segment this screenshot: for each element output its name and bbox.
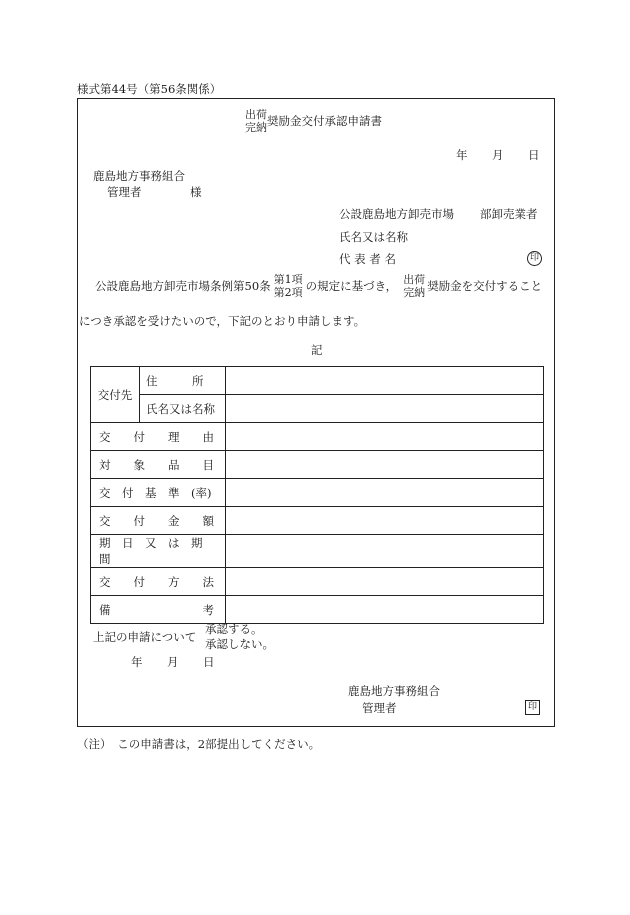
table-row bbox=[91, 367, 544, 395]
address-label: 住 所 bbox=[146, 373, 204, 388]
title-stack bbox=[245, 109, 267, 134]
approval-month: 月 bbox=[167, 655, 179, 669]
applicant-rep-label: 代 表 者 名 bbox=[339, 252, 396, 266]
row-value-cell[interactable] bbox=[226, 479, 544, 507]
addressee-honorific: 様 bbox=[190, 185, 202, 199]
row-label: 対 象 品 目 bbox=[99, 457, 214, 472]
approval-year: 年 bbox=[131, 655, 143, 669]
title-main: 奨励金交付承認申請書 bbox=[267, 113, 382, 128]
recipient-name-label: 氏名又は名称 bbox=[140, 395, 226, 423]
items-table bbox=[90, 366, 544, 624]
table-row bbox=[91, 507, 544, 535]
body-provision: の規定に基づき， bbox=[305, 278, 398, 293]
row-label: 交 付 理 由 bbox=[99, 429, 214, 444]
row-label: 交 付 方 法 bbox=[99, 574, 214, 589]
row-value-cell[interactable] bbox=[226, 568, 544, 596]
body-clause-stack bbox=[274, 274, 303, 299]
ki-heading: 記 bbox=[311, 343, 323, 357]
row-label-cell bbox=[91, 568, 226, 596]
address-label-cell bbox=[140, 367, 226, 395]
applicant-market: 公設鹿島地方卸売市場 bbox=[339, 207, 454, 221]
body-grant: 奨励金を交付すること bbox=[427, 278, 543, 293]
row-label-cell bbox=[91, 451, 226, 479]
approval-prefix: 上記の申請について bbox=[93, 630, 197, 644]
row-label-cell bbox=[91, 535, 226, 568]
addressee-role: 管理者 bbox=[107, 185, 142, 199]
row-label: 期 日 又 は 期 間 bbox=[99, 536, 214, 566]
date-year: 年 bbox=[456, 148, 468, 162]
row-value-cell[interactable] bbox=[226, 596, 544, 624]
date-month: 月 bbox=[492, 148, 504, 162]
body-line-2: につき承認を受けたいので，下記のとおり申請します。 bbox=[79, 314, 366, 328]
table-row bbox=[91, 451, 544, 479]
table-row bbox=[91, 596, 544, 624]
recipient-name-value-cell[interactable] bbox=[226, 395, 544, 423]
table-row bbox=[91, 423, 544, 451]
table-row bbox=[91, 535, 544, 568]
approval-approve: 承認する。 bbox=[205, 622, 263, 636]
row-label: 備 考 bbox=[99, 602, 214, 617]
row-value-cell[interactable] bbox=[226, 451, 544, 479]
body-clause-top: 第1項 bbox=[273, 273, 303, 286]
row-value-cell[interactable] bbox=[226, 423, 544, 451]
approval-org: 鹿島地方事務組合 bbox=[348, 684, 440, 698]
approval-role: 管理者 bbox=[362, 701, 397, 715]
body-ordinance: 公設鹿島地方卸売市場条例第50条 bbox=[95, 278, 271, 293]
form-number: 様式第44号（第56条関係） bbox=[77, 82, 222, 96]
address-value-cell[interactable] bbox=[226, 367, 544, 395]
footnote: （注） この申請書は，2部提出してください。 bbox=[77, 737, 321, 751]
body-ship-top: 出荷 bbox=[403, 273, 426, 286]
applicant-name-label: 氏名又は名称 bbox=[339, 230, 408, 244]
row-label-cell bbox=[91, 479, 226, 507]
title-stack-top: 出荷 bbox=[245, 108, 267, 121]
row-label-cell bbox=[91, 423, 226, 451]
recipient-group-label: 交付先 bbox=[91, 367, 140, 423]
body-ship-bottom: 完納 bbox=[403, 285, 426, 299]
table-row bbox=[91, 568, 544, 596]
row-label-cell bbox=[91, 596, 226, 624]
row-label: 交 付 基 準 (率) bbox=[99, 485, 212, 500]
body-ship-stack bbox=[403, 274, 425, 299]
form-title bbox=[245, 109, 382, 134]
row-value-cell[interactable] bbox=[226, 507, 544, 535]
body-line-1 bbox=[95, 274, 542, 299]
date-day: 日 bbox=[528, 148, 540, 162]
title-stack-bottom: 完納 bbox=[245, 120, 267, 134]
addressee-org: 鹿島地方事務組合 bbox=[93, 169, 185, 183]
approval-reject: 承認しない。 bbox=[205, 637, 274, 651]
applicant-seal-icon: 印 bbox=[527, 251, 542, 266]
applicant-business: 部卸売業者 bbox=[480, 207, 538, 221]
row-label-cell bbox=[91, 507, 226, 535]
approval-day: 日 bbox=[203, 655, 215, 669]
row-value-cell[interactable] bbox=[226, 535, 544, 568]
table-row bbox=[91, 479, 544, 507]
table-row bbox=[91, 395, 544, 423]
body-clause-bottom: 第2項 bbox=[273, 285, 303, 299]
row-label: 交 付 金 額 bbox=[99, 513, 214, 528]
approval-seal-icon: 印 bbox=[525, 700, 540, 715]
